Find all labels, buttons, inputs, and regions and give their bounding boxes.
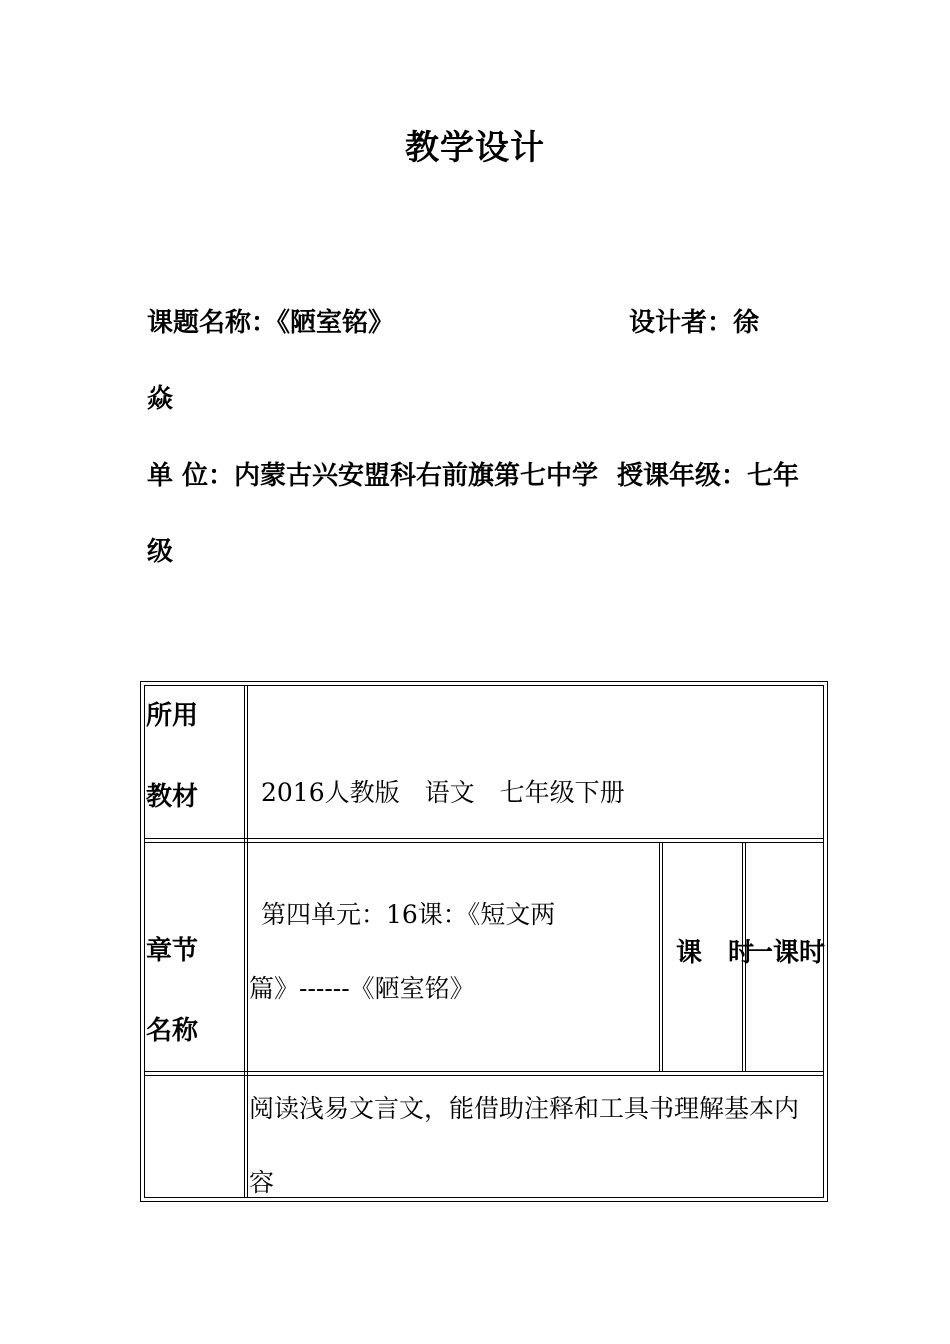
- table-border-bottom-inner: [144, 1197, 824, 1198]
- unit: 单 位：内蒙古兴安盟科右前旗第七中学: [147, 461, 599, 491]
- topic-name: 课题名称：《陋室铭》: [147, 308, 395, 338]
- table-border-right: [827, 681, 828, 1202]
- chapter-label-line1: 章节: [146, 936, 199, 966]
- textbook-value: 2016人教版 语文 七年级下册: [261, 778, 625, 807]
- chapter-label-line2: 名称: [146, 1016, 199, 1046]
- textbook-label-line1: 所用: [146, 701, 199, 731]
- table-border-top-inner: [144, 685, 824, 686]
- designer: 设计者：徐: [629, 308, 760, 338]
- period-divider-1b: [662, 842, 663, 1071]
- period-value: 一课时: [747, 938, 826, 968]
- chapter-value-line1: 第四单元：16课：《短文两: [261, 900, 556, 929]
- table-border-left-inner: [144, 685, 145, 1198]
- objective-value-line2: 容: [249, 1168, 275, 1197]
- table-border-top: [140, 681, 828, 682]
- designer-name-continued: 焱: [147, 384, 174, 414]
- label-column-divider-2: [247, 685, 248, 1198]
- row-divider-1b: [144, 842, 824, 843]
- table-border-bottom: [140, 1201, 828, 1202]
- grade: 授课年级：七年: [617, 461, 800, 491]
- label-column-divider: [244, 685, 245, 1198]
- table-border-left: [140, 681, 141, 1202]
- chapter-value-line2: 篇》------《陋室铭》: [249, 974, 475, 1003]
- textbook-label-line2: 教材: [146, 782, 199, 812]
- row-divider-2b: [144, 1075, 824, 1076]
- row-divider-2: [144, 1071, 824, 1072]
- period-label: 课 时: [676, 938, 755, 968]
- period-divider-1: [659, 842, 660, 1071]
- grade-continued: 级: [147, 537, 174, 567]
- row-divider-1: [144, 838, 824, 839]
- page-title: 教学设计: [405, 128, 545, 168]
- objective-value-line1: 阅读浅易文言文，能借助注释和工具书理解基本内: [249, 1094, 800, 1123]
